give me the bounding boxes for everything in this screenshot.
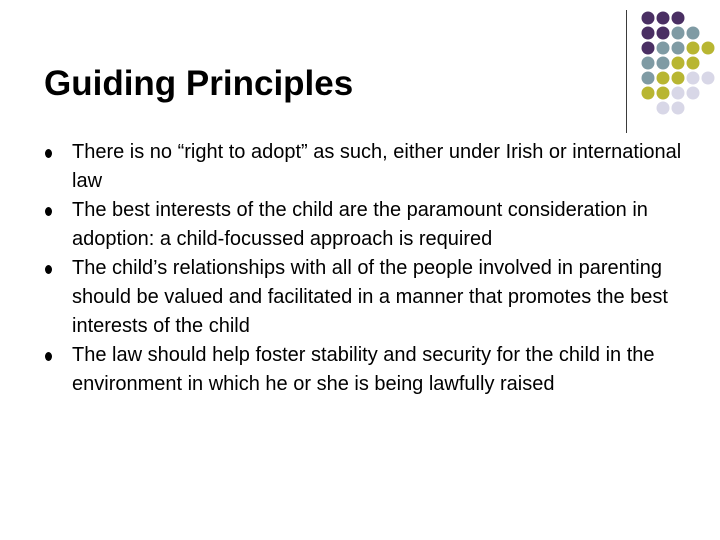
bullet-text-3: The child’s relationships with all of the people involved in parenting should be valued and facilitated in a manner that promotes the best interests of the child [72, 257, 668, 337]
decorative-dot [687, 27, 700, 40]
disc-bullet-icon [45, 265, 52, 274]
decorative-dot [672, 12, 685, 25]
disc-bullet-icon [45, 149, 52, 158]
decorative-dot [642, 27, 655, 40]
slide-title: Guiding Principles [44, 64, 354, 103]
decorative-dot [702, 42, 715, 55]
decorative-dot [642, 42, 655, 55]
bullet-text-4: The law should help foster stability and security for the child in the environment in which he or she is being lawfully raised [72, 344, 655, 395]
decorative-dot [657, 12, 670, 25]
decorative-dot [642, 87, 655, 100]
decorative-dot [687, 57, 700, 70]
bullet-list [44, 138, 684, 399]
decorative-dot [687, 72, 700, 85]
bullet-item [44, 138, 684, 196]
decorative-dot [642, 57, 655, 70]
vertical-divider [626, 10, 627, 133]
decorative-dot [687, 87, 700, 100]
decorative-dot [687, 42, 700, 55]
decorative-dot [672, 102, 685, 115]
decorative-dot [657, 72, 670, 85]
decorative-dot [672, 72, 685, 85]
decorative-dot [657, 27, 670, 40]
decorative-dot [657, 57, 670, 70]
disc-bullet-icon [45, 207, 52, 216]
bullet-text-2: The best interests of the child are the paramount consideration in adoption: a child-focussed approach is required [72, 199, 648, 250]
decorative-dot [657, 42, 670, 55]
title-area [0, 0, 620, 135]
decorative-dot [702, 72, 715, 85]
bullet-item [44, 341, 684, 399]
bullet-item [44, 196, 684, 254]
decorative-dot [672, 27, 685, 40]
decorative-dot [642, 72, 655, 85]
bullet-text-1: There is no “right to adopt” as such, either under Irish or international law [72, 141, 682, 192]
decorative-dot [672, 42, 685, 55]
decorative-dot [642, 12, 655, 25]
disc-bullet-icon [45, 352, 52, 361]
decorative-dot [672, 87, 685, 100]
bullet-item [44, 254, 684, 341]
decorative-dot [657, 102, 670, 115]
decorative-dot [672, 57, 685, 70]
decorative-dot [657, 87, 670, 100]
